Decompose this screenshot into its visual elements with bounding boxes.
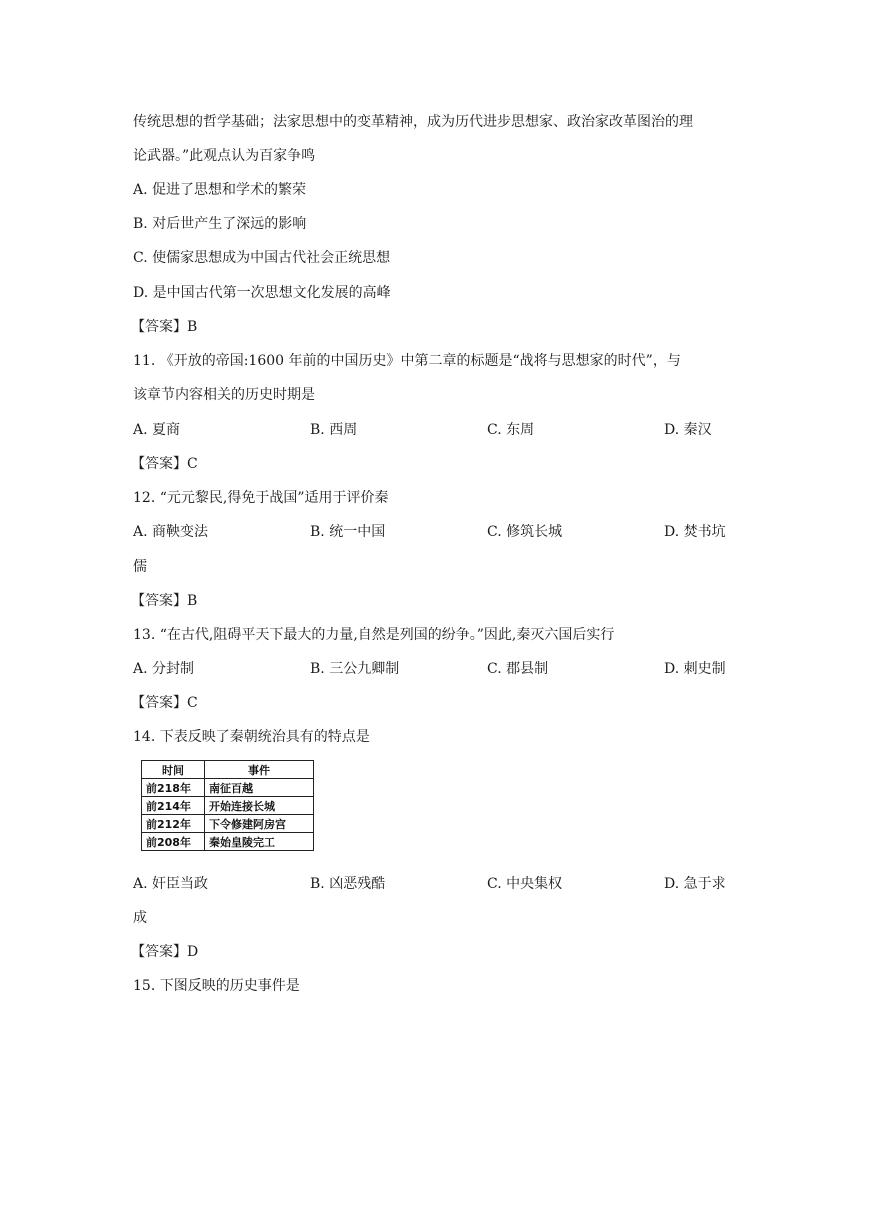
q10-option-b: B. 对后世产生了深远的影响 <box>133 216 307 232</box>
q13-text-line1: 13. “在古代,阻碍平天下最大的力量,自然是列国的纷争。”因此,秦灭六国后实行 <box>133 627 615 643</box>
q11-option-d: D. 秦汉 <box>664 422 712 438</box>
q14-option-d: D. 急于求 <box>664 876 726 892</box>
q10-answer: 【答案】B <box>131 319 198 335</box>
table-header-event: 事件 <box>205 761 314 779</box>
q11-text-line1: 11. 《开放的帝国:1600 年前的中国历史》中第二章的标题是“战将与思想家的时代”，与 <box>133 353 681 369</box>
q14-option-a: A. 奸臣当政 <box>133 876 209 892</box>
q12-option-b: B. 统一中国 <box>310 524 386 540</box>
q13-option-d: D. 刺史制 <box>664 661 726 677</box>
q14-option-c: C. 中央集权 <box>487 876 563 892</box>
q13-answer: 【答案】C <box>131 695 198 711</box>
q11-text-line2: 该章节内容相关的历史时期是 <box>133 387 315 403</box>
table-header-time: 时间 <box>142 761 205 779</box>
q11-option-c: C. 东周 <box>487 422 535 438</box>
q14-option-d-wrap: 成 <box>133 910 147 926</box>
q11-option-a: A. 夏商 <box>133 422 181 438</box>
q14-text-line1: 14. 下表反映了秦朝统治具有的特点是 <box>133 729 370 745</box>
table-cell-time: 前218年 <box>142 779 205 797</box>
table-row <box>142 779 314 797</box>
q10-text-line1: 传统思想的哲学基础；法家思想中的变革精神，成为历代进步思想家、政治家改革图治的理 <box>133 114 693 130</box>
q13-option-a: A. 分封制 <box>133 661 195 677</box>
q10-option-c: C. 使儒家思想成为中国古代社会正统思想 <box>133 250 391 266</box>
q12-text-line1: 12. “元元黎民,得免于战国”适用于评价秦 <box>133 490 389 506</box>
table-cell-time: 前212年 <box>142 815 205 833</box>
table-cell-event: 开始连接长城 <box>205 797 314 815</box>
q10-option-a: A. 促进了思想和学术的繁荣 <box>133 182 307 198</box>
table-row <box>142 833 314 851</box>
table-row <box>142 797 314 815</box>
table-cell-time: 前208年 <box>142 833 205 851</box>
q13-option-b: B. 三公九卿制 <box>310 661 400 677</box>
q11-answer: 【答案】C <box>131 456 198 472</box>
q14-answer: 【答案】D <box>131 944 199 960</box>
q11-option-b: B. 西周 <box>310 422 358 438</box>
table-cell-event: 南征百越 <box>205 779 314 797</box>
table-header-row <box>142 761 314 779</box>
table-cell-event: 秦始皇陵完工 <box>205 833 314 851</box>
event-table <box>141 760 314 851</box>
q12-option-d: D. 焚书坑 <box>664 524 726 540</box>
q10-text-line2: 论武器。”此观点认为百家争鸣 <box>133 148 316 164</box>
q13-option-c: C. 郡县制 <box>487 661 549 677</box>
table-cell-time: 前214年 <box>142 797 205 815</box>
q12-answer: 【答案】B <box>131 593 198 609</box>
q12-option-c: C. 修筑长城 <box>487 524 563 540</box>
q12-option-a: A. 商鞅变法 <box>133 524 209 540</box>
q10-option-d: D. 是中国古代第一次思想文化发展的高峰 <box>133 285 391 301</box>
q12-option-d-wrap: 儒 <box>133 559 147 575</box>
q15-text-line1: 15. 下图反映的历史事件是 <box>133 978 300 994</box>
q14-event-table <box>141 760 314 851</box>
q14-option-b: B. 凶恶残酷 <box>310 876 386 892</box>
table-cell-event: 下令修建阿房宫 <box>205 815 314 833</box>
table-row <box>142 815 314 833</box>
